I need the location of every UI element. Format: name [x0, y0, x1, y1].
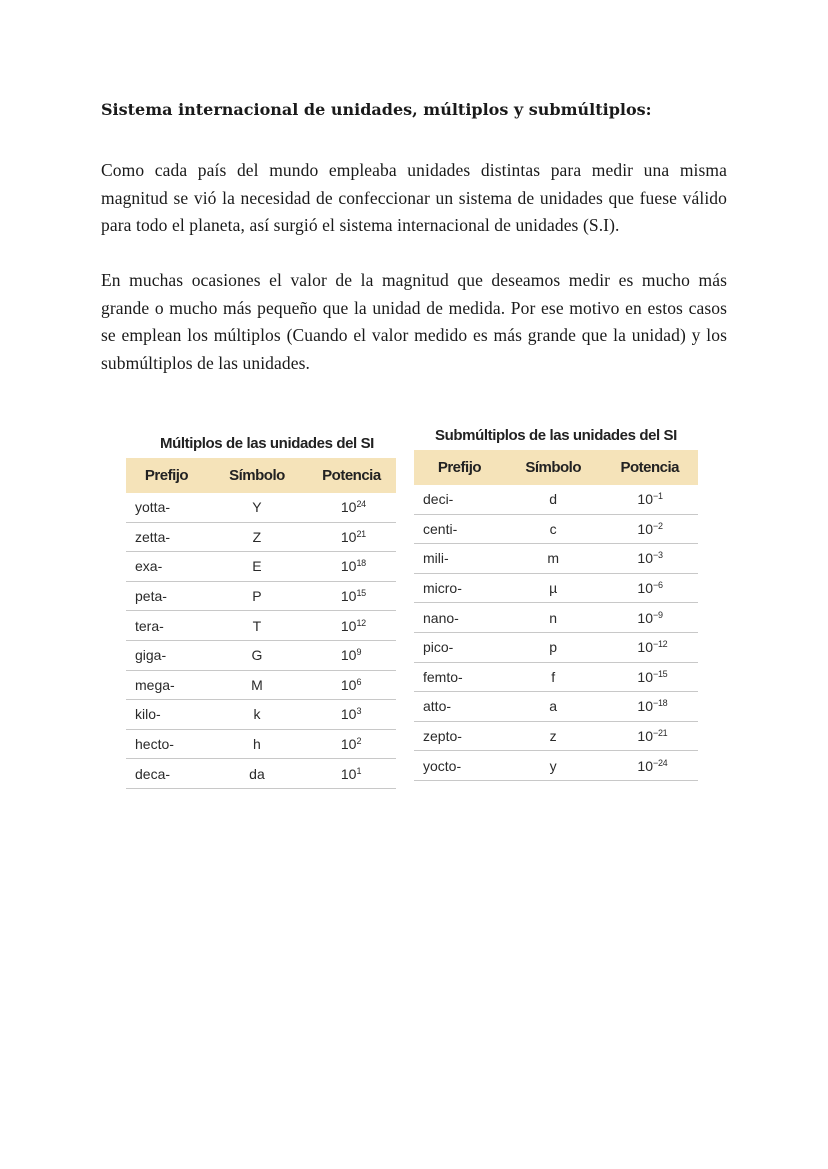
symbol-cell: h: [207, 729, 307, 759]
power-base: 10: [637, 580, 653, 597]
power-exponent: −21: [653, 728, 668, 739]
submultiples-table-title: Submúltiplos de las unidades del SI: [435, 427, 677, 444]
table-row: [126, 581, 396, 611]
symbol-cell: k: [207, 700, 307, 730]
power-exponent: −9: [653, 609, 663, 620]
symbol-cell: p: [505, 632, 602, 662]
power-base: 10: [340, 558, 357, 575]
symbol-cell: Y: [207, 493, 307, 522]
prefix-cell: mili-: [414, 544, 505, 574]
table-row: [414, 514, 698, 544]
multiples-table: [126, 458, 396, 789]
power-base: 10: [340, 499, 357, 516]
symbol-cell: M: [207, 670, 307, 700]
symbol-cell: P: [207, 581, 307, 611]
table-row: [126, 640, 396, 670]
power-cell: [307, 670, 396, 700]
symbol-cell: da: [207, 759, 307, 789]
prefix-cell: nano-: [414, 603, 505, 633]
power-cell: [601, 692, 698, 722]
power-cell: [601, 721, 698, 751]
power-base: 10: [340, 706, 357, 723]
power-exponent: 9: [356, 647, 362, 658]
symbol-cell: c: [505, 514, 602, 544]
power-base: 10: [340, 528, 357, 545]
prefix-cell: exa-: [126, 552, 207, 582]
multiples-table-title: Múltiplos de las unidades del SI: [160, 435, 374, 452]
power-base: 10: [637, 757, 653, 774]
prefix-cell: mega-: [126, 670, 207, 700]
symbol-cell: G: [207, 640, 307, 670]
table-row: [126, 759, 396, 789]
symbol-cell: T: [207, 611, 307, 641]
header-prefijo: Prefijo: [414, 450, 505, 485]
power-base: 10: [340, 647, 357, 664]
prefix-cell: peta-: [126, 581, 207, 611]
symbol-cell: d: [505, 485, 602, 514]
power-exponent: 21: [356, 528, 366, 539]
table-row: [414, 603, 698, 633]
power-exponent: 18: [356, 558, 366, 569]
symbol-cell: n: [505, 603, 602, 633]
power-base: 10: [340, 617, 357, 634]
prefix-cell: giga-: [126, 640, 207, 670]
power-exponent: −15: [653, 668, 668, 679]
power-base: 10: [637, 609, 653, 626]
submultiples-table: [414, 450, 698, 781]
table-row: [414, 573, 698, 603]
document-heading: Sistema internacional de unidades, múltiplos y submúltiplos:: [101, 100, 652, 119]
table-row: [414, 485, 698, 514]
table-row: [126, 729, 396, 759]
power-base: 10: [340, 736, 357, 753]
power-cell: [307, 700, 396, 730]
power-cell: [307, 581, 396, 611]
table-row: [126, 522, 396, 552]
power-base: 10: [340, 765, 357, 782]
table-row: [414, 751, 698, 781]
power-cell: [601, 544, 698, 574]
table-row: [414, 632, 698, 662]
table-row: [414, 662, 698, 692]
power-cell: [601, 751, 698, 781]
multiples-explanation-paragraph: En muchas ocasiones el valor de la magnitud que deseamos medir es mucho más grande o mucho más pequeño que la unidad de medida. Por ese motivo en estos casos se emplean los múltiplos (Cuando el valor medido es más grande que la unidad) y los submúltiplos de las unidades.: [101, 270, 727, 373]
symbol-cell: y: [505, 751, 602, 781]
power-exponent: −3: [653, 550, 663, 561]
power-exponent: 24: [356, 499, 366, 510]
power-cell: [307, 552, 396, 582]
power-base: 10: [637, 550, 653, 567]
header-simbolo: Símbolo: [207, 458, 307, 493]
power-cell: [601, 514, 698, 544]
prefix-cell: yotta-: [126, 493, 207, 522]
table-row: [414, 721, 698, 751]
symbol-cell: Z: [207, 522, 307, 552]
intro-paragraph: Como cada país del mundo empleaba unidades distintas para medir una misma magnitud se vió la necesidad de confeccionar un sistema de unidades que fuese válido para todo el planeta, así surgió el sistema internacional de unidades (S.I).: [101, 160, 727, 236]
symbol-cell: f: [505, 662, 602, 692]
prefix-cell: pico-: [414, 632, 505, 662]
power-exponent: 2: [356, 736, 362, 747]
symbol-cell: m: [505, 544, 602, 574]
power-cell: [307, 611, 396, 641]
symbol-cell: µ: [505, 573, 602, 603]
power-cell: [601, 662, 698, 692]
power-base: 10: [637, 698, 653, 715]
table-row: [126, 670, 396, 700]
multiples-table-block: [126, 430, 396, 789]
power-cell: [307, 759, 396, 789]
power-base: 10: [340, 676, 357, 693]
table-row: [414, 544, 698, 574]
power-base: 10: [340, 588, 357, 605]
symbol-cell: a: [505, 692, 602, 722]
prefix-cell: atto-: [414, 692, 505, 722]
power-base: 10: [637, 491, 653, 508]
power-exponent: −12: [653, 639, 668, 650]
header-potencia: Potencia: [601, 450, 698, 485]
symbol-cell: E: [207, 552, 307, 582]
power-exponent: 15: [356, 588, 366, 599]
power-base: 10: [637, 728, 653, 745]
prefix-cell: deca-: [126, 759, 207, 789]
prefix-cell: zepto-: [414, 721, 505, 751]
power-cell: [601, 573, 698, 603]
header-potencia: Potencia: [307, 458, 396, 493]
power-cell: [601, 603, 698, 633]
table-header-row: [414, 450, 698, 485]
table-row: [126, 493, 396, 522]
prefix-cell: tera-: [126, 611, 207, 641]
prefix-cell: zetta-: [126, 522, 207, 552]
table-row: [414, 692, 698, 722]
power-exponent: −2: [653, 520, 663, 531]
prefix-cell: centi-: [414, 514, 505, 544]
symbol-cell: z: [505, 721, 602, 751]
power-base: 10: [637, 639, 653, 656]
table-row: [126, 611, 396, 641]
power-cell: [307, 493, 396, 522]
power-exponent: −18: [653, 698, 668, 709]
power-base: 10: [637, 668, 653, 685]
power-exponent: 6: [356, 676, 362, 687]
power-exponent: 12: [356, 617, 366, 628]
header-prefijo: Prefijo: [126, 458, 207, 493]
power-exponent: −24: [653, 757, 668, 768]
power-base: 10: [637, 520, 653, 537]
power-exponent: −1: [653, 491, 663, 502]
power-cell: [601, 632, 698, 662]
prefix-cell: micro-: [414, 573, 505, 603]
prefix-cell: yocto-: [414, 751, 505, 781]
prefix-cell: hecto-: [126, 729, 207, 759]
table-row: [126, 552, 396, 582]
power-exponent: −6: [653, 580, 663, 591]
prefix-cell: kilo-: [126, 700, 207, 730]
prefix-cell: deci-: [414, 485, 505, 514]
prefix-cell: femto-: [414, 662, 505, 692]
power-cell: [307, 640, 396, 670]
table-header-row: [126, 458, 396, 493]
submultiples-table-block: [414, 422, 698, 781]
header-simbolo: Símbolo: [505, 450, 602, 485]
power-exponent: 1: [356, 765, 362, 776]
power-cell: [307, 522, 396, 552]
power-exponent: 3: [356, 706, 362, 717]
power-cell: [307, 729, 396, 759]
power-cell: [601, 485, 698, 514]
table-row: [126, 700, 396, 730]
